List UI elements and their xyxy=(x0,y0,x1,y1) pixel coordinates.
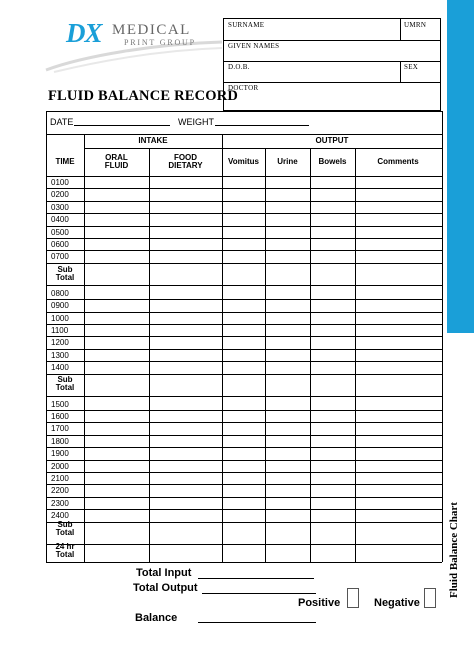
sex-label: SEX xyxy=(404,63,419,71)
column-line xyxy=(355,148,356,562)
time-cell: 1800 xyxy=(51,436,69,446)
time-cell: 1200 xyxy=(51,338,69,348)
time-cell: 0500 xyxy=(51,227,69,237)
total-24hr-line1: 24 hr xyxy=(55,542,75,551)
time-cell: 0100 xyxy=(51,178,69,187)
row-line xyxy=(46,435,442,436)
accent-sidebar xyxy=(447,0,474,333)
logo-subname: PRINT GROUP xyxy=(124,38,196,47)
row-line xyxy=(46,472,442,473)
column-line xyxy=(310,148,311,562)
total-24hr-label xyxy=(46,543,84,559)
doctor-label: DOCTOR xyxy=(228,84,259,92)
output-header: OUTPUT xyxy=(315,136,349,145)
table-bottom-border xyxy=(46,562,442,563)
subtotal-2-label xyxy=(46,376,84,392)
subtotal-1-line2: Total xyxy=(55,273,75,282)
time-cell: 0200 xyxy=(51,190,69,200)
form-title: FLUID BALANCE RECORD xyxy=(48,88,239,104)
logo-name: MEDICAL xyxy=(112,22,191,38)
time-cell: 1900 xyxy=(51,449,69,459)
row-line xyxy=(46,213,442,214)
subtotal-line xyxy=(46,544,442,545)
time-cell: 0300 xyxy=(51,202,69,212)
time-cell: 0800 xyxy=(51,288,69,298)
time-cell: 1500 xyxy=(51,399,69,409)
time-cell: 0900 xyxy=(51,301,69,311)
row-line xyxy=(46,324,442,325)
column-line xyxy=(265,148,266,562)
row-line xyxy=(46,447,442,448)
total-output-field[interactable] xyxy=(202,593,316,594)
negative-label: Negative xyxy=(374,597,420,609)
row-line xyxy=(46,349,442,350)
side-label-text: Fluid Balance Chart xyxy=(448,502,460,598)
table-top-border xyxy=(46,111,442,112)
row-line xyxy=(46,374,442,375)
row-line xyxy=(46,361,442,362)
time-cell: 1600 xyxy=(51,412,69,421)
surname-label: SURNAME xyxy=(228,21,265,29)
row-line xyxy=(46,263,442,264)
oral-fluid-header xyxy=(84,154,149,170)
row-line xyxy=(46,299,442,300)
bowels-header: Bowels xyxy=(318,157,347,166)
umrn-label: UMRN xyxy=(404,21,427,29)
subtotal-3-line1: Sub xyxy=(57,520,73,529)
header-bottom xyxy=(46,176,442,177)
time-cell: 1300 xyxy=(51,350,69,360)
time-cell: 2200 xyxy=(51,486,69,496)
balance-label: Balance xyxy=(135,612,178,624)
subtotal-3-line2: Total xyxy=(55,528,75,537)
row-line xyxy=(46,238,442,239)
total-output-label: Total Output xyxy=(133,582,198,594)
subtotal-2-line1: Sub xyxy=(57,375,73,384)
given-names-label: GIVEN NAMES xyxy=(228,42,280,50)
subtotal-3-label xyxy=(46,521,84,537)
subtotal-1-line1: Sub xyxy=(57,265,73,274)
time-cell: 2300 xyxy=(51,498,69,508)
oral-header-line1: ORAL xyxy=(105,153,128,162)
column-line xyxy=(149,148,150,562)
row-line xyxy=(46,188,442,189)
row-line xyxy=(46,422,442,423)
row-line xyxy=(46,509,442,510)
time-header: TIME xyxy=(55,157,75,166)
time-cell: 1700 xyxy=(51,424,69,434)
fluid-balance-table xyxy=(46,111,442,562)
subtotal-2-line2: Total xyxy=(55,383,75,392)
food-dietary-header xyxy=(149,154,222,170)
row-line xyxy=(46,484,442,485)
time-cell: 1400 xyxy=(51,363,69,373)
subtotal-line xyxy=(46,285,442,286)
subtotal-line xyxy=(46,396,442,397)
time-cell: 2400 xyxy=(51,511,69,521)
comments-header: Comments xyxy=(377,157,419,166)
time-cell: 1000 xyxy=(51,313,69,323)
row-line xyxy=(46,226,442,227)
urine-header: Urine xyxy=(277,157,298,166)
row-line xyxy=(46,410,442,411)
time-cell: 2000 xyxy=(51,461,69,471)
date-label: DATE xyxy=(50,117,74,127)
header-divider xyxy=(46,134,442,135)
weight-label: WEIGHT xyxy=(178,117,214,127)
oral-header-line2: FLUID xyxy=(104,161,129,170)
row-line xyxy=(46,250,442,251)
total-24hr-line2: Total xyxy=(55,550,75,559)
side-label xyxy=(440,470,468,630)
total-input-field[interactable] xyxy=(198,578,314,579)
total-input-label: Total Input xyxy=(136,567,192,579)
positive-checkbox[interactable] xyxy=(347,588,359,608)
balance-field[interactable] xyxy=(198,622,316,623)
positive-label: Positive xyxy=(298,597,341,609)
subtotal-1-label xyxy=(46,266,84,282)
time-cell: 2100 xyxy=(51,474,69,483)
row-line xyxy=(46,201,442,202)
food-header-line2: DIETARY xyxy=(168,161,203,170)
row-line xyxy=(46,460,442,461)
time-cell: 0600 xyxy=(51,240,69,249)
table-right-border xyxy=(442,111,443,562)
row-line xyxy=(46,312,442,313)
time-cell: 1100 xyxy=(51,326,69,335)
patient-details-box xyxy=(223,18,441,111)
row-line xyxy=(46,336,442,337)
time-cell: 0400 xyxy=(51,215,69,225)
negative-checkbox[interactable] xyxy=(424,588,436,608)
intake-header: INTAKE xyxy=(138,136,168,145)
group-divider xyxy=(84,148,442,149)
food-header-line1: FOOD xyxy=(173,153,198,162)
row-line xyxy=(46,522,442,523)
row-line xyxy=(46,497,442,498)
vomitus-header: Vomitus xyxy=(228,157,259,166)
logo-mark: DX xyxy=(66,18,102,48)
time-cell: 0700 xyxy=(51,252,69,262)
dob-label: D.O.B. xyxy=(228,63,250,71)
